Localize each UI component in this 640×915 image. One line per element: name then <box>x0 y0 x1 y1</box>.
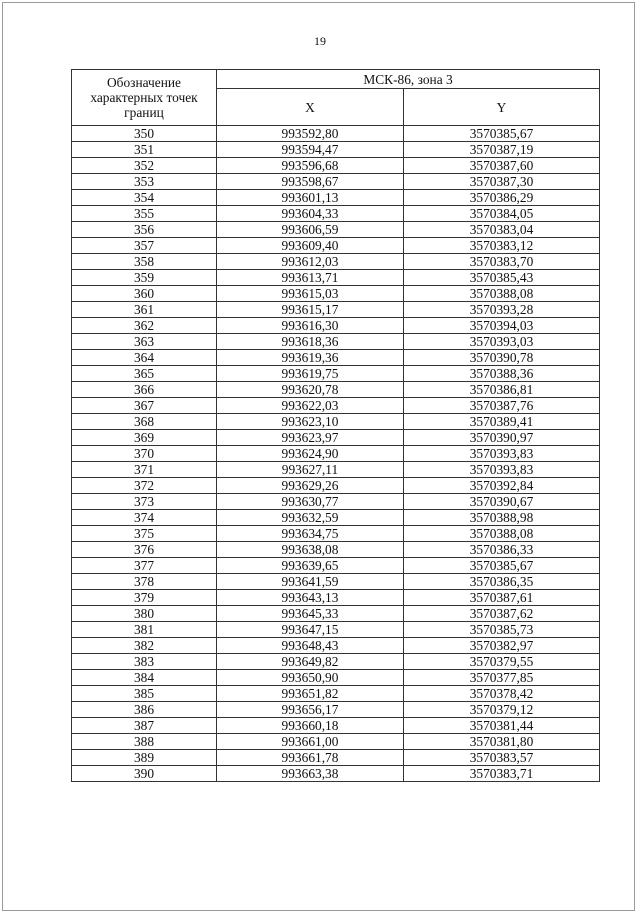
point-id-cell: 363 <box>72 334 217 350</box>
point-id-cell: 388 <box>72 734 217 750</box>
table-row <box>72 622 600 638</box>
table-row <box>72 686 600 702</box>
table-row <box>72 414 600 430</box>
point-id-cell: 350 <box>72 126 217 142</box>
point-id-cell: 381 <box>72 622 217 638</box>
y-coordinate-cell: 3570387,76 <box>404 398 600 414</box>
point-id-cell: 387 <box>72 718 217 734</box>
point-id-cell: 353 <box>72 174 217 190</box>
y-coordinate-cell: 3570377,85 <box>404 670 600 686</box>
point-id-cell: 372 <box>72 478 217 494</box>
table-row <box>72 334 600 350</box>
x-coordinate-cell: 993613,71 <box>217 270 404 286</box>
point-id-cell: 359 <box>72 270 217 286</box>
x-coordinate-cell: 993601,13 <box>217 190 404 206</box>
table-row <box>72 238 600 254</box>
point-id-cell: 369 <box>72 430 217 446</box>
y-coordinate-cell: 3570385,67 <box>404 558 600 574</box>
point-id-cell: 370 <box>72 446 217 462</box>
y-coordinate-cell: 3570379,12 <box>404 702 600 718</box>
point-id-cell: 362 <box>72 318 217 334</box>
x-coordinate-cell: 993615,03 <box>217 286 404 302</box>
table-row <box>72 254 600 270</box>
y-column-header: Y <box>404 89 600 126</box>
point-id-cell: 361 <box>72 302 217 318</box>
x-coordinate-cell: 993638,08 <box>217 542 404 558</box>
x-coordinate-cell: 993604,33 <box>217 206 404 222</box>
y-coordinate-cell: 3570383,71 <box>404 766 600 782</box>
table-row <box>72 670 600 686</box>
point-id-cell: 382 <box>72 638 217 654</box>
point-id-cell: 354 <box>72 190 217 206</box>
table-row <box>72 398 600 414</box>
y-coordinate-cell: 3570386,35 <box>404 574 600 590</box>
table-row <box>72 606 600 622</box>
table-row <box>72 158 600 174</box>
x-coordinate-cell: 993648,43 <box>217 638 404 654</box>
x-coordinate-cell: 993651,82 <box>217 686 404 702</box>
x-coordinate-cell: 993620,78 <box>217 382 404 398</box>
y-coordinate-cell: 3570383,12 <box>404 238 600 254</box>
x-coordinate-cell: 993619,36 <box>217 350 404 366</box>
y-coordinate-cell: 3570390,97 <box>404 430 600 446</box>
y-coordinate-cell: 3570388,36 <box>404 366 600 382</box>
table-row <box>72 270 600 286</box>
table-row <box>72 366 600 382</box>
table-row <box>72 286 600 302</box>
x-coordinate-cell: 993647,15 <box>217 622 404 638</box>
y-coordinate-cell: 3570394,03 <box>404 318 600 334</box>
table-row <box>72 638 600 654</box>
point-id-cell: 368 <box>72 414 217 430</box>
x-coordinate-cell: 993623,10 <box>217 414 404 430</box>
point-id-cell: 352 <box>72 158 217 174</box>
y-coordinate-cell: 3570385,43 <box>404 270 600 286</box>
table-row <box>72 510 600 526</box>
table-body <box>72 126 600 782</box>
y-coordinate-cell: 3570387,62 <box>404 606 600 622</box>
point-id-cell: 364 <box>72 350 217 366</box>
x-coordinate-cell: 993663,38 <box>217 766 404 782</box>
x-coordinate-cell: 993660,18 <box>217 718 404 734</box>
point-id-cell: 366 <box>72 382 217 398</box>
point-id-cell: 390 <box>72 766 217 782</box>
x-coordinate-cell: 993616,30 <box>217 318 404 334</box>
point-id-cell: 385 <box>72 686 217 702</box>
y-coordinate-cell: 3570386,81 <box>404 382 600 398</box>
x-coordinate-cell: 993609,40 <box>217 238 404 254</box>
point-id-cell: 386 <box>72 702 217 718</box>
y-coordinate-cell: 3570392,84 <box>404 478 600 494</box>
y-coordinate-cell: 3570383,57 <box>404 750 600 766</box>
y-coordinate-cell: 3570378,42 <box>404 686 600 702</box>
point-id-cell: 351 <box>72 142 217 158</box>
x-coordinate-cell: 993618,36 <box>217 334 404 350</box>
point-id-cell: 389 <box>72 750 217 766</box>
y-coordinate-cell: 3570388,98 <box>404 510 600 526</box>
x-coordinate-cell: 993634,75 <box>217 526 404 542</box>
x-coordinate-cell: 993622,03 <box>217 398 404 414</box>
table-row <box>72 718 600 734</box>
x-coordinate-cell: 993645,33 <box>217 606 404 622</box>
y-coordinate-cell: 3570388,08 <box>404 526 600 542</box>
x-coordinate-cell: 993596,68 <box>217 158 404 174</box>
y-coordinate-cell: 3570383,04 <box>404 222 600 238</box>
point-id-cell: 360 <box>72 286 217 302</box>
table-row <box>72 750 600 766</box>
point-id-cell: 384 <box>72 670 217 686</box>
point-id-cell: 378 <box>72 574 217 590</box>
y-coordinate-cell: 3570390,78 <box>404 350 600 366</box>
y-coordinate-cell: 3570393,83 <box>404 462 600 478</box>
x-coordinate-cell: 993619,75 <box>217 366 404 382</box>
page-number: 19 <box>314 34 326 48</box>
y-coordinate-cell: 3570385,73 <box>404 622 600 638</box>
point-id-cell: 383 <box>72 654 217 670</box>
x-coordinate-cell: 993661,00 <box>217 734 404 750</box>
x-coordinate-cell: 993606,59 <box>217 222 404 238</box>
table-row <box>72 446 600 462</box>
point-id-cell: 379 <box>72 590 217 606</box>
y-coordinate-cell: 3570387,61 <box>404 590 600 606</box>
point-id-cell: 380 <box>72 606 217 622</box>
x-coordinate-cell: 993615,17 <box>217 302 404 318</box>
table-row <box>72 430 600 446</box>
table-header <box>72 70 600 126</box>
x-coordinate-cell: 993629,26 <box>217 478 404 494</box>
y-coordinate-cell: 3570390,67 <box>404 494 600 510</box>
table-row <box>72 350 600 366</box>
coordinate-system-header: МСК-86, зона 3 <box>217 70 600 89</box>
x-coordinate-cell: 993594,47 <box>217 142 404 158</box>
table-row <box>72 542 600 558</box>
y-coordinate-cell: 3570381,44 <box>404 718 600 734</box>
x-coordinate-cell: 993630,77 <box>217 494 404 510</box>
y-coordinate-cell: 3570393,83 <box>404 446 600 462</box>
table-row <box>72 382 600 398</box>
point-id-cell: 376 <box>72 542 217 558</box>
y-coordinate-cell: 3570379,55 <box>404 654 600 670</box>
y-coordinate-cell: 3570384,05 <box>404 206 600 222</box>
point-designation-header: Обозначение характерных точек границ <box>72 70 217 126</box>
x-column-header: X <box>217 89 404 126</box>
y-coordinate-cell: 3570389,41 <box>404 414 600 430</box>
table-row <box>72 702 600 718</box>
table-row <box>72 478 600 494</box>
point-id-cell: 375 <box>72 526 217 542</box>
x-coordinate-cell: 993643,13 <box>217 590 404 606</box>
table-row <box>72 766 600 782</box>
table-row <box>72 558 600 574</box>
point-id-cell: 355 <box>72 206 217 222</box>
table-row <box>72 590 600 606</box>
x-coordinate-cell: 993627,11 <box>217 462 404 478</box>
table-row <box>72 574 600 590</box>
y-coordinate-cell: 3570387,19 <box>404 142 600 158</box>
y-coordinate-cell: 3570386,33 <box>404 542 600 558</box>
y-coordinate-cell: 3570393,03 <box>404 334 600 350</box>
x-coordinate-cell: 993650,90 <box>217 670 404 686</box>
point-id-cell: 356 <box>72 222 217 238</box>
y-coordinate-cell: 3570393,28 <box>404 302 600 318</box>
point-id-cell: 371 <box>72 462 217 478</box>
x-coordinate-cell: 993632,59 <box>217 510 404 526</box>
x-coordinate-cell: 993639,65 <box>217 558 404 574</box>
y-coordinate-cell: 3570386,29 <box>404 190 600 206</box>
x-coordinate-cell: 993592,80 <box>217 126 404 142</box>
y-coordinate-cell: 3570387,60 <box>404 158 600 174</box>
point-id-cell: 358 <box>72 254 217 270</box>
table-row <box>72 526 600 542</box>
y-coordinate-cell: 3570388,08 <box>404 286 600 302</box>
x-coordinate-cell: 993598,67 <box>217 174 404 190</box>
y-coordinate-cell: 3570387,30 <box>404 174 600 190</box>
point-id-cell: 357 <box>72 238 217 254</box>
y-coordinate-cell: 3570383,70 <box>404 254 600 270</box>
table-row <box>72 222 600 238</box>
point-id-cell: 365 <box>72 366 217 382</box>
x-coordinate-cell: 993661,78 <box>217 750 404 766</box>
table-row <box>72 174 600 190</box>
table-row <box>72 206 600 222</box>
point-id-cell: 374 <box>72 510 217 526</box>
x-coordinate-cell: 993612,03 <box>217 254 404 270</box>
point-id-cell: 373 <box>72 494 217 510</box>
x-coordinate-cell: 993624,90 <box>217 446 404 462</box>
x-coordinate-cell: 993656,17 <box>217 702 404 718</box>
x-coordinate-cell: 993641,59 <box>217 574 404 590</box>
table-row <box>72 302 600 318</box>
y-coordinate-cell: 3570381,80 <box>404 734 600 750</box>
table-row <box>72 494 600 510</box>
y-coordinate-cell: 3570382,97 <box>404 638 600 654</box>
point-id-cell: 377 <box>72 558 217 574</box>
table-row <box>72 734 600 750</box>
point-id-cell: 367 <box>72 398 217 414</box>
coordinates-table <box>71 69 600 782</box>
table-row <box>72 142 600 158</box>
x-coordinate-cell: 993649,82 <box>217 654 404 670</box>
table-row <box>72 462 600 478</box>
table-row <box>72 190 600 206</box>
table-row <box>72 126 600 142</box>
table-row <box>72 318 600 334</box>
table-row <box>72 654 600 670</box>
x-coordinate-cell: 993623,97 <box>217 430 404 446</box>
y-coordinate-cell: 3570385,67 <box>404 126 600 142</box>
